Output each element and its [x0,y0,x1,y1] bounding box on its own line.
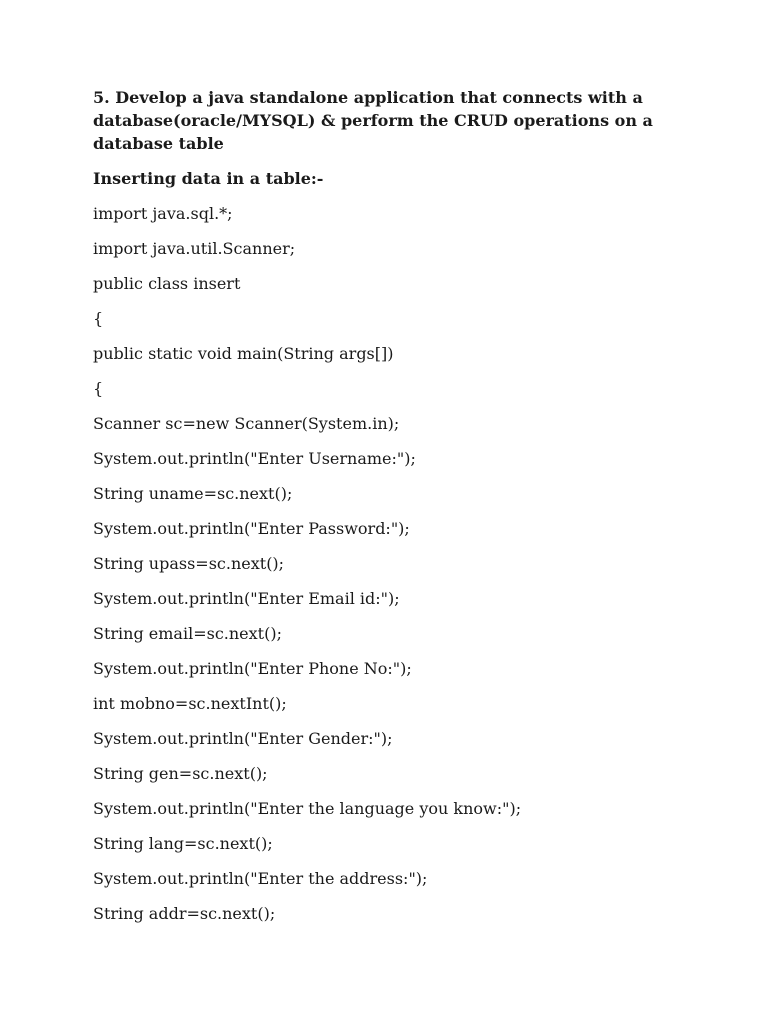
code-line: String lang=sc.next(); [93,834,273,853]
code-line: public class insert [93,274,241,293]
code-line: import java.util.Scanner; [93,239,296,258]
code-line: Scanner sc=new Scanner(System.in); [93,414,400,433]
code-listing [93,202,713,925]
code-line: System.out.println("Enter the language you know:"); [93,799,522,818]
code-line: String uname=sc.next(); [93,484,293,503]
code-line: System.out.println("Enter the address:"); [93,869,428,888]
code-line: String email=sc.next(); [93,624,282,643]
code-line: { [93,379,104,398]
section-subheading: Inserting data in a table:- [93,169,324,188]
code-line: String addr=sc.next(); [93,904,276,923]
code-line: System.out.println("Enter Password:"); [93,519,410,538]
code-line: System.out.println("Enter Username:"); [93,449,416,468]
code-line: System.out.println("Enter Phone No:"); [93,659,412,678]
code-line: System.out.println("Enter Gender:"); [93,729,393,748]
code-line: System.out.println("Enter Email id:"); [93,589,400,608]
question-heading: 5. Develop a java standalone application that connects with a database(oracle/MYSQL) & perform the CRUD operations on a database table [93,88,653,153]
document-page [93,86,713,925]
code-line: String upass=sc.next(); [93,554,285,573]
code-line: int mobno=sc.nextInt(); [93,694,287,713]
code-line: import java.sql.*; [93,204,233,223]
code-line: public static void main(String args[]) [93,344,394,363]
code-line: { [93,309,104,328]
code-line: String gen=sc.next(); [93,764,268,783]
